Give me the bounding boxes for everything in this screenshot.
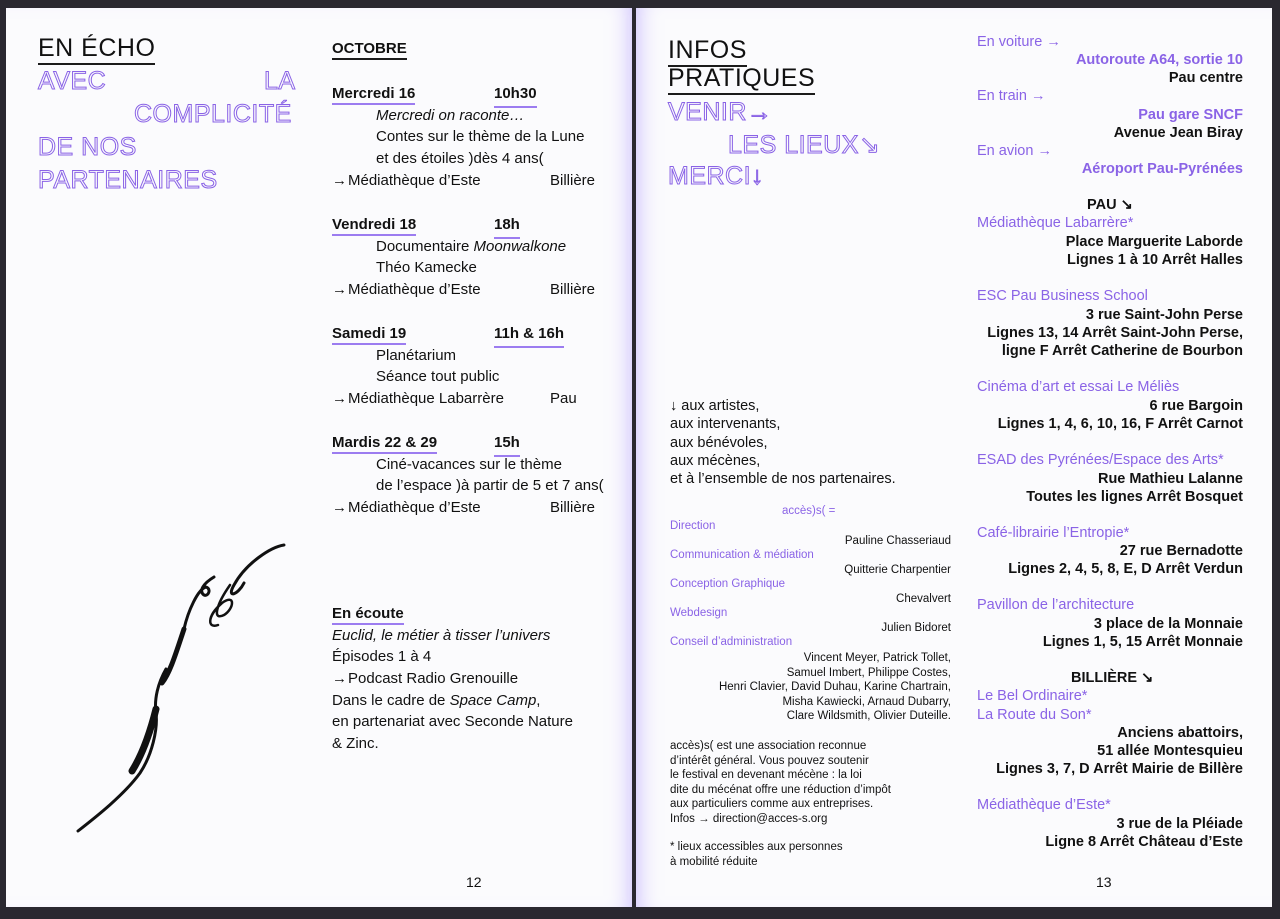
venue-name: Pavillon de l’architecture xyxy=(977,597,1135,613)
merci-line: et à l’ensemble de nos partenaires. xyxy=(670,471,896,488)
credit-role: Direction xyxy=(670,520,716,532)
credit-role: Webdesign xyxy=(670,607,728,619)
transport-place: Pau gare SNCF xyxy=(1138,107,1243,123)
event-venue: Médiathèque d’Este xyxy=(348,499,481,517)
merci-line: aux mécènes, xyxy=(670,452,761,469)
page-number: 12 xyxy=(466,874,482,890)
association-line: d’intérêt général. Vous pouvez soutenir xyxy=(670,754,869,767)
event-venue: Médiathèque Labarrère xyxy=(348,390,504,408)
venue-transit: Lignes 3, 7, D Arrêt Mairie de Billère xyxy=(996,761,1243,777)
credit-name: Chevalvert xyxy=(896,593,951,605)
note-line: * lieux accessibles aux personnes xyxy=(670,841,843,853)
credits-block xyxy=(670,505,951,735)
merci-block xyxy=(670,397,896,488)
event-time: 18h xyxy=(494,214,520,239)
event-city: Billière xyxy=(550,171,596,189)
transport-place: Aéroport Pau-Pyrénées xyxy=(1081,161,1243,177)
event-3 xyxy=(332,323,622,410)
ecoute-context-suffix: , xyxy=(536,691,541,709)
event-time: 10h30 xyxy=(494,83,537,108)
ecoute-podcast: Podcast Radio Grenouille xyxy=(348,670,519,688)
association-contact: Infos → direction@acces-s.org xyxy=(670,812,828,825)
title-de-nos: DE NOS xyxy=(38,133,137,161)
title-line-1: EN ÉCHO xyxy=(38,34,155,65)
credit-role: Conseil d’administration xyxy=(670,636,793,648)
arrow-icon: → xyxy=(332,171,347,189)
credit-role: Communication & médiation xyxy=(670,549,814,561)
right-page xyxy=(636,8,1272,907)
title-infos xyxy=(668,36,747,65)
venue-address: 6 rue Bargoin xyxy=(1149,398,1243,414)
ecoute-context-italic: Space Camp xyxy=(449,691,537,709)
venue-address: Place Marguerite Laborde xyxy=(1065,234,1243,250)
calligraphy-stroke-icon xyxy=(66,533,306,843)
merci-line: aux intervenants, xyxy=(670,416,781,433)
page-number: 13 xyxy=(1096,874,1112,890)
arrow-icon: → xyxy=(332,390,347,408)
nav-venir: VENIR→ xyxy=(668,98,773,126)
note-line: à mobilité réduite xyxy=(670,855,758,868)
venue-name: Cinéma d’art et essai Le Méliès xyxy=(977,379,1180,395)
event-venue: Médiathèque d’Este xyxy=(348,281,481,299)
venue-address: Anciens abattoirs, xyxy=(1117,725,1243,741)
event-city: Pau xyxy=(550,390,577,408)
transport-place: Autoroute A64, sortie 10 xyxy=(1075,52,1243,68)
board-names xyxy=(719,651,951,724)
venue-transit: Lignes 13, 14 Arrêt Saint-John Perse, xyxy=(987,325,1243,341)
transport-plane-label: En avion → xyxy=(977,143,1052,159)
event-date: Vendredi 18 xyxy=(332,216,416,236)
nav-les-lieux: LES LIEUX↘ xyxy=(728,131,881,159)
venue-address: 27 rue Bernadotte xyxy=(1119,543,1243,559)
credit-name: Samuel Imbert, Philippe Costes, xyxy=(786,666,951,679)
title-avec: AVEC xyxy=(38,67,107,95)
venue-name: Médiathèque d’Este* xyxy=(977,797,1111,813)
credit-name: Henri Clavier, David Duhau, Karine Chartrain, xyxy=(718,681,951,693)
association-line: le festival en devenant mécène : la loi xyxy=(670,769,862,782)
event-title-italic: Moonwalkone xyxy=(473,237,567,255)
event-city: Billière xyxy=(550,281,596,299)
venue-transit: Ligne 8 Arrêt Château d’Este xyxy=(1045,834,1243,850)
event-4 xyxy=(332,432,628,519)
venue-transit: Lignes 1 à 10 Arrêt Halles xyxy=(1067,252,1243,268)
event-date: Samedi 19 xyxy=(332,325,406,345)
venue-name: Café-librairie l’Entropie* xyxy=(977,525,1130,541)
title-en-echo xyxy=(38,34,155,63)
nav-merci: MERCI↓ xyxy=(668,162,765,190)
venue-transit: ligne F Arrêt Catherine de Bourbon xyxy=(1001,343,1243,359)
venue-name: ESC Pau Business School xyxy=(977,288,1148,304)
association-line: aux particuliers comme aux entreprises. xyxy=(670,798,874,811)
credit-name: Clare Wildsmith, Olivier Duteille. xyxy=(786,710,951,722)
city-heading-billiere: BILLIÈRE ↘ xyxy=(1071,670,1154,686)
association-line: dite du mécénat offre une réduction d’impôt xyxy=(670,783,891,796)
event-desc: Séance tout public xyxy=(376,368,500,386)
event-desc: et des étoiles )dès 4 ans( xyxy=(376,150,544,168)
venue-transit: Lignes 1, 4, 6, 10, 16, F Arrêt Carnot xyxy=(997,416,1243,432)
credit-name: Quitterie Charpentier xyxy=(844,564,951,576)
transport-detail: Pau centre xyxy=(1168,70,1243,86)
credit-role: Conception Graphique xyxy=(670,578,786,590)
event-date: Mercredi 16 xyxy=(332,85,415,105)
credit-name: Pauline Chasseriaud xyxy=(844,535,951,547)
event-title-prefix: Documentaire xyxy=(376,237,474,255)
month-heading xyxy=(332,40,407,57)
arrow-icon: → xyxy=(332,670,347,688)
event-title: Planétarium xyxy=(376,346,457,364)
event-title xyxy=(332,236,622,258)
venue-address: 3 place de la Monnaie xyxy=(1093,616,1243,632)
event-venue: Médiathèque d’Este xyxy=(348,171,481,189)
city-heading-pau: PAU ↘ xyxy=(1087,197,1133,213)
event-time: 11h & 16h xyxy=(494,323,564,348)
association-line: accès)s( est une association reconnue xyxy=(670,740,867,752)
title-partenaires: PARTENAIRES xyxy=(38,166,218,194)
title-pratiques xyxy=(668,64,815,93)
event-desc: Contes sur le thème de la Lune xyxy=(376,128,585,146)
month-label: OCTOBRE xyxy=(332,40,407,60)
transport-train-label: En train → xyxy=(977,88,1046,104)
venue-transit: Lignes 1, 5, 15 Arrêt Monnaie xyxy=(1042,634,1243,650)
credits-org: accès)s( = xyxy=(782,505,836,517)
venue-name: La Route du Son* xyxy=(977,707,1092,723)
credit-name: Vincent Meyer, Patrick Tollet, xyxy=(803,652,951,664)
venue-address: Rue Mathieu Lalanne xyxy=(1097,471,1243,487)
venue-transit: Lignes 2, 4, 5, 8, E, D Arrêt Verdun xyxy=(1008,561,1243,577)
ecoute-context-prefix: Dans le cadre de xyxy=(332,691,450,709)
accessibility-note xyxy=(670,840,843,869)
venues-column xyxy=(977,34,1243,864)
event-desc: Théo Kamecke xyxy=(376,259,477,277)
transport-car-label: En voiture → xyxy=(977,34,1061,50)
event-title: Mercredi on raconte… xyxy=(376,106,525,124)
venue-name: ESAD des Pyrénées/Espace des Arts* xyxy=(977,452,1224,468)
credit-name: Misha Kawiecki, Arnaud Dubarry, xyxy=(782,695,951,708)
venue-name: Médiathèque Labarrère* xyxy=(977,215,1134,231)
title-line-2: PRATIQUES xyxy=(668,64,815,95)
venue-address: 51 allée Montesquieu xyxy=(1097,743,1243,759)
left-page xyxy=(6,8,632,907)
title-la: LA xyxy=(264,67,296,95)
title-complicite: COMPLICITÉ xyxy=(134,100,292,128)
transport-detail: Avenue Jean Biray xyxy=(1113,125,1243,141)
merci-line: aux bénévoles, xyxy=(670,434,768,451)
venue-transit: Toutes les lignes Arrêt Bosquet xyxy=(1026,489,1243,505)
ecoute-heading: En écoute xyxy=(332,605,404,625)
event-2 xyxy=(332,214,622,301)
venue-name: Le Bel Ordinaire* xyxy=(977,688,1088,704)
event-city: Billière xyxy=(550,499,596,517)
event-time: 15h xyxy=(494,432,520,457)
venue-address: 3 rue Saint-John Perse xyxy=(1085,307,1243,323)
ecoute-episodes: Épisodes 1 à 4 xyxy=(332,648,432,666)
merci-line: ↓ aux artistes, xyxy=(670,398,760,414)
ecoute-title: Euclid, le métier à tisser l’univers xyxy=(332,626,551,644)
event-1 xyxy=(332,83,622,191)
ecoute-block xyxy=(332,603,628,755)
ecoute-zinc: & Zinc. xyxy=(332,735,379,753)
venue-address: 3 rue de la Pléiade xyxy=(1116,816,1243,832)
arrow-icon: → xyxy=(332,499,347,517)
event-title: Ciné-vacances sur le thème xyxy=(376,455,562,473)
ecoute-context xyxy=(332,690,628,712)
event-desc: de l’espace )à partir de 5 et 7 ans( xyxy=(376,477,604,495)
title-line-1: INFOS xyxy=(668,36,747,67)
credit-name: Julien Bidoret xyxy=(881,622,951,634)
event-date: Mardis 22 & 29 xyxy=(332,434,437,454)
association-block xyxy=(670,739,891,827)
ecoute-partner: en partenariat avec Seconde Nature xyxy=(332,713,573,731)
arrow-icon: → xyxy=(332,281,347,299)
